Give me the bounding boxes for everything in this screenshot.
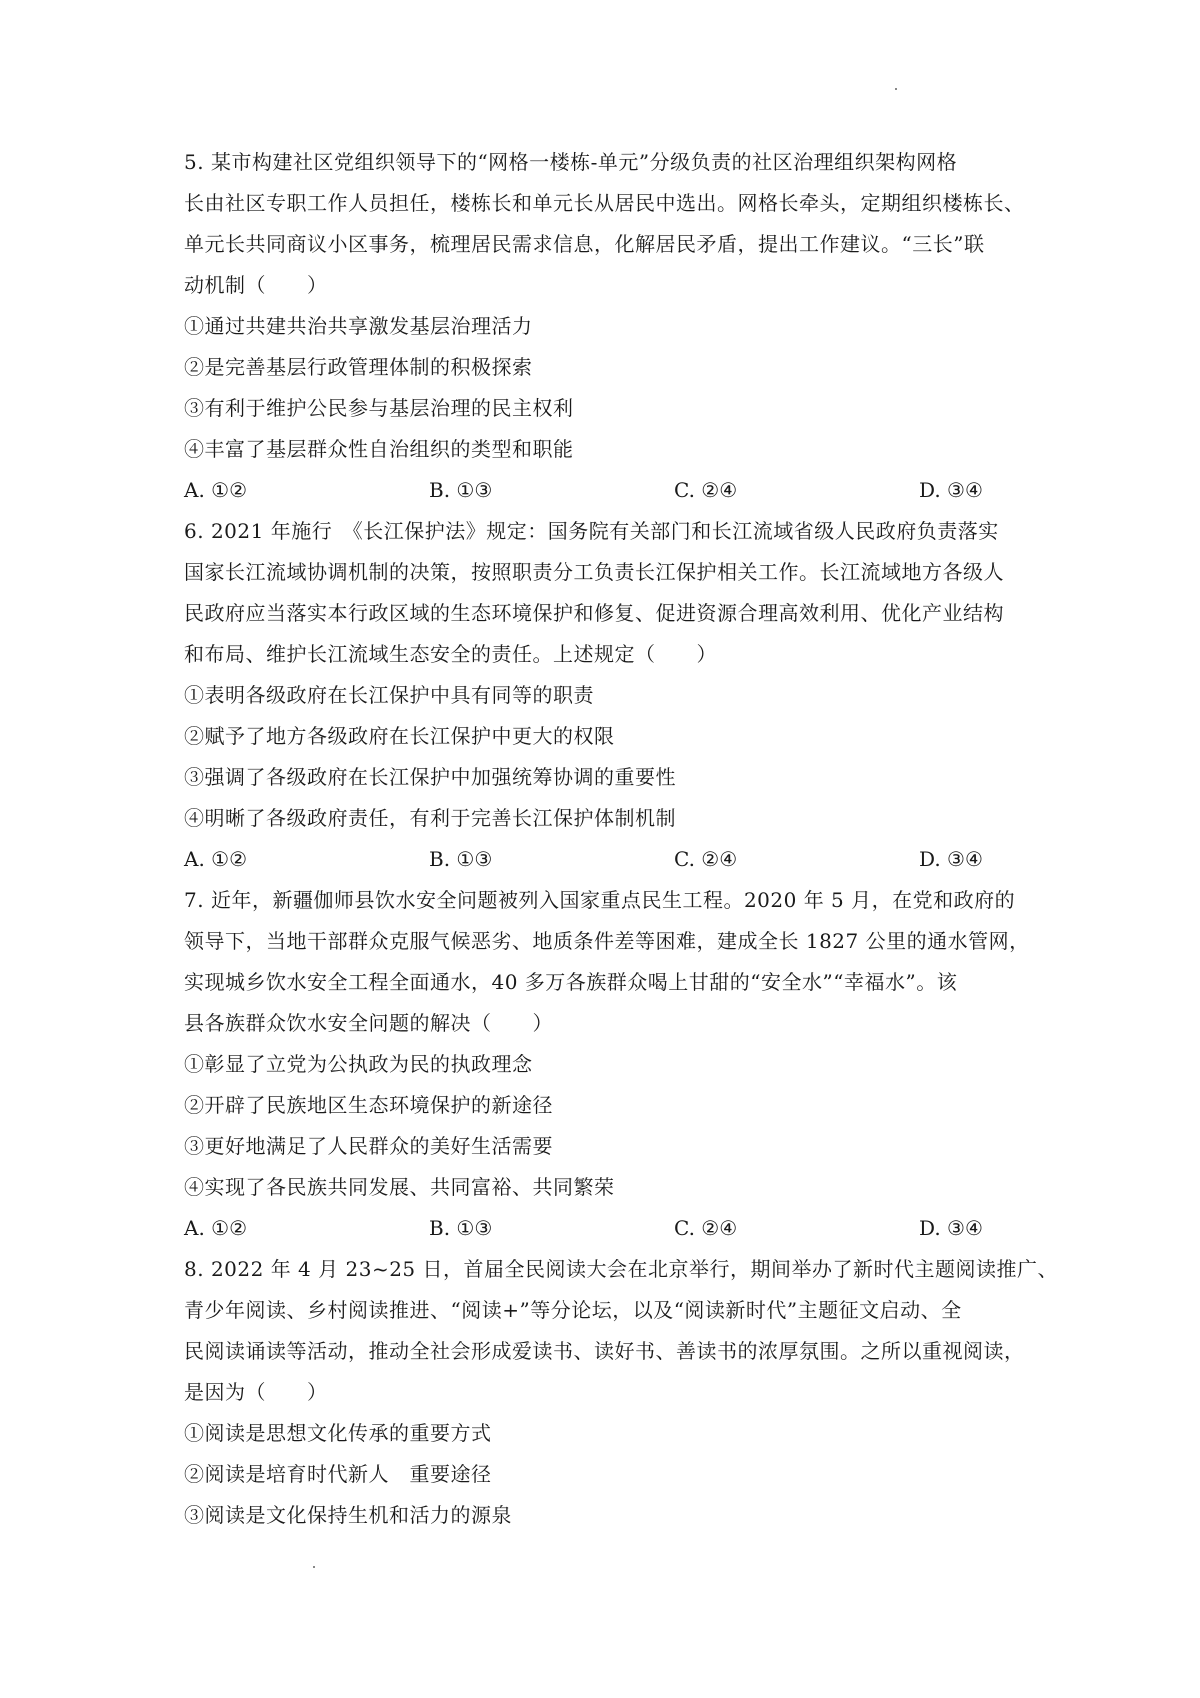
answer-options (184, 1208, 1024, 1249)
scan-speck (895, 88, 897, 90)
exam-page (184, 142, 1059, 1536)
option-c: C. ②④ (674, 847, 738, 871)
question-stem-line: 7. 近年，新疆伽师县饮水安全问题被列入国家重点民生工程。2020 年 5 月，在党和政府的 (184, 888, 1016, 912)
statement: ①通过共建共治共享激发基层治理活力 (184, 314, 533, 338)
option-d: D. ③④ (919, 847, 983, 871)
statement: ②是完善基层行政管理体制的积极探索 (184, 355, 533, 379)
question-stem-line: 6. 2021 年施行 《长江保护法》规定：国务院有关部门和长江流域省级人民政府负责落实 (184, 519, 999, 543)
statement: ④明晰了各级政府责任，有利于完善长江保护体制机制 (184, 806, 676, 830)
question-stem-line: 县各族群众饮水安全问题的解决（ ） (184, 1011, 553, 1035)
question-5 (184, 142, 1024, 511)
statement: ②阅读是培育时代新人 重要途径 (184, 1462, 492, 1486)
statement: ③阅读是文化保持生机和活力的源泉 (184, 1503, 512, 1527)
statement: ①表明各级政府在长江保护中具有同等的职责 (184, 683, 594, 707)
statement: ②赋予了地方各级政府在长江保护中更大的权限 (184, 724, 615, 748)
option-d: D. ③④ (919, 1216, 983, 1240)
question-stem-line: 民政府应当落实本行政区域的生态环境保护和修复、促进资源合理高效利用、优化产业结构 (184, 601, 1004, 625)
question-stem-line: 青少年阅读、乡村阅读推进、“阅读+”等分论坛，以及“阅读新时代”主题征文启动、全 (184, 1298, 962, 1322)
question-8 (184, 1249, 1059, 1536)
option-c: C. ②④ (674, 478, 738, 502)
question-stem-line: 是因为（ ） (184, 1380, 328, 1404)
statement: ②开辟了民族地区生态环境保护的新途径 (184, 1093, 553, 1117)
question-stem-line: 动机制（ ） (184, 273, 328, 297)
option-b: B. ①③ (429, 847, 493, 871)
question-stem-line: 长由社区专职工作人员担任，楼栋长和单元长从居民中选出。网格长牵头，定期组织楼栋长、 (184, 191, 1025, 215)
option-b: B. ①③ (429, 1216, 493, 1240)
question-stem-line: 单元长共同商议小区事务，梳理居民需求信息，化解居民矛盾，提出工作建议。“三长”联 (184, 232, 985, 256)
answer-options (184, 470, 1024, 511)
statement: ③有利于维护公民参与基层治理的民主权利 (184, 396, 574, 420)
statement: ③更好地满足了人民群众的美好生活需要 (184, 1134, 553, 1158)
question-stem-line: 实现城乡饮水安全工程全面通水，40 多万各族群众喝上甘甜的“安全水”“幸福水”。该 (184, 970, 958, 994)
statement: ③强调了各级政府在长江保护中加强统筹协调的重要性 (184, 765, 676, 789)
question-stem-line: 民阅读诵读等活动，推动全社会形成爱读书、读好书、善读书的浓厚氛围。之所以重视阅读， (184, 1339, 1025, 1363)
answer-options (184, 839, 1024, 880)
question-stem-line: 国家长江流域协调机制的决策，按照职责分工负责长江保护相关工作。长江流域地方各级人 (184, 560, 1004, 584)
statement: ①阅读是思想文化传承的重要方式 (184, 1421, 492, 1445)
option-b: B. ①③ (429, 478, 493, 502)
statement: ④丰富了基层群众性自治组织的类型和职能 (184, 437, 574, 461)
option-a: A. ①② (184, 847, 248, 871)
option-a: A. ①② (184, 478, 248, 502)
question-stem-line: 和布局、维护长江流域生态安全的责任。上述规定（ ） (184, 642, 717, 666)
question-stem-line: 8. 2022 年 4 月 23~25 日，首届全民阅读大会在北京举行，期间举办了新时代主题阅读推广、 (184, 1257, 1059, 1281)
question-stem-line: 领导下，当地干部群众克服气候恶劣、地质条件差等困难，建成全长 1827 公里的通水管网， (184, 929, 1030, 953)
option-a: A. ①② (184, 1216, 248, 1240)
question-stem-line: 5. 某市构建社区党组织领导下的“网格一楼栋-单元”分级负责的社区治理组织架构网格 (184, 150, 958, 174)
scan-speck (313, 1566, 315, 1568)
option-c: C. ②④ (674, 1216, 738, 1240)
statement: ④实现了各民族共同发展、共同富裕、共同繁荣 (184, 1175, 615, 1199)
statement: ①彰显了立党为公执政为民的执政理念 (184, 1052, 533, 1076)
option-d: D. ③④ (919, 478, 983, 502)
question-7 (184, 880, 1030, 1249)
question-6 (184, 511, 1024, 880)
